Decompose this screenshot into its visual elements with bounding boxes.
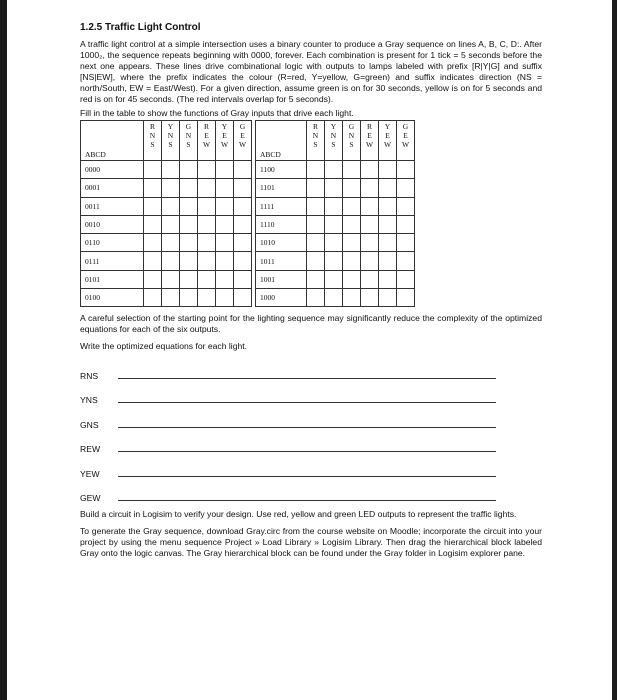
- output-cell-yns[interactable]: [162, 252, 180, 270]
- gray-code-cell: 1111: [256, 197, 307, 215]
- signal-letter: E: [204, 131, 209, 140]
- output-cell-yew[interactable]: [379, 161, 397, 179]
- answer-line[interactable]: [118, 378, 496, 379]
- output-cell-yew[interactable]: [216, 161, 234, 179]
- output-cell-yew[interactable]: [216, 252, 234, 270]
- output-cell-rew[interactable]: [361, 161, 379, 179]
- output-cell-gew[interactable]: [397, 289, 415, 307]
- output-cell-rns[interactable]: [144, 197, 162, 215]
- signal-letter: R: [366, 122, 372, 131]
- table-row: [256, 179, 415, 197]
- fill-instruction: Fill in the table to show the functions of Gray inputs that drive each light.: [80, 108, 354, 118]
- output-cell-gew[interactable]: [234, 215, 252, 233]
- output-cell-yns[interactable]: [325, 252, 343, 270]
- signal-header-rns: [307, 121, 325, 161]
- answer-line[interactable]: [118, 427, 496, 428]
- table-row: [81, 197, 252, 215]
- output-cell-rew[interactable]: [361, 234, 379, 252]
- output-cell-gns[interactable]: [180, 179, 198, 197]
- gray-code-cell: 0100: [81, 289, 144, 307]
- equation-label: YEW: [80, 468, 100, 479]
- output-cell-gns[interactable]: [343, 161, 361, 179]
- output-cell-rew[interactable]: [361, 215, 379, 233]
- output-cell-yew[interactable]: [379, 234, 397, 252]
- output-cell-gew[interactable]: [234, 270, 252, 288]
- output-cell-yns[interactable]: [162, 270, 180, 288]
- output-cell-rew[interactable]: [198, 252, 216, 270]
- signal-header-gew: [397, 121, 415, 161]
- table-row: [81, 252, 252, 270]
- equation-label: RNS: [80, 370, 99, 381]
- output-cell-gns[interactable]: [343, 252, 361, 270]
- output-cell-gew[interactable]: [234, 289, 252, 307]
- output-cell-rns[interactable]: [144, 161, 162, 179]
- output-cell-gew[interactable]: [397, 215, 415, 233]
- signal-letter: W: [220, 140, 229, 149]
- signal-letter: G: [402, 122, 409, 131]
- truth-table-left: [80, 120, 252, 307]
- output-cell-gns[interactable]: [343, 197, 361, 215]
- signal-letter: E: [385, 131, 390, 140]
- output-cell-gew[interactable]: [397, 197, 415, 215]
- table-row: [81, 270, 252, 288]
- output-cell-gew[interactable]: [234, 179, 252, 197]
- answer-line[interactable]: [118, 476, 496, 477]
- output-cell-yns[interactable]: [325, 179, 343, 197]
- output-cell-gew[interactable]: [234, 252, 252, 270]
- output-cell-yns[interactable]: [325, 215, 343, 233]
- output-cell-yew[interactable]: [216, 215, 234, 233]
- output-cell-rew[interactable]: [198, 215, 216, 233]
- gray-code-cell: 0001: [81, 179, 144, 197]
- signal-header-gew: [234, 121, 252, 161]
- table-row: [256, 197, 415, 215]
- table-row: [81, 215, 252, 233]
- signal-letter: Y: [330, 122, 337, 131]
- output-cell-rew[interactable]: [198, 179, 216, 197]
- signal-letter: S: [150, 140, 155, 149]
- output-cell-yew[interactable]: [379, 252, 397, 270]
- output-cell-rew[interactable]: [361, 197, 379, 215]
- output-cell-gew[interactable]: [234, 234, 252, 252]
- output-cell-yns[interactable]: [325, 161, 343, 179]
- output-cell-yns[interactable]: [325, 234, 343, 252]
- output-cell-gns[interactable]: [343, 289, 361, 307]
- answer-line[interactable]: [118, 451, 496, 452]
- signal-letter: W: [383, 140, 392, 149]
- signal-letter: R: [312, 122, 318, 131]
- right-dark-border: [612, 0, 617, 700]
- output-cell-yew[interactable]: [379, 197, 397, 215]
- equation-row-yns: [80, 381, 542, 406]
- output-cell-rns[interactable]: [144, 270, 162, 288]
- output-cell-yns[interactable]: [162, 161, 180, 179]
- output-cell-gew[interactable]: [397, 161, 415, 179]
- signal-letter: Y: [167, 122, 174, 131]
- generate-gray-paragraph: To generate the Gray sequence, download Gray.circ from the course website on Moodle; incorporate the circuit into your project by using the menu sequence Project » Load Library » Logisim Library. Then drag the hierarchical block labeled Gray onto the logic canvas. The Gray hierarchical block can be found under the Gray folder in Logisim explorer pane.: [80, 526, 542, 559]
- answer-line[interactable]: [118, 500, 496, 501]
- output-cell-yns[interactable]: [162, 234, 180, 252]
- output-cell-yns[interactable]: [162, 179, 180, 197]
- output-cell-yew[interactable]: [216, 179, 234, 197]
- answer-line[interactable]: [118, 402, 496, 403]
- output-cell-gns[interactable]: [180, 270, 198, 288]
- output-cell-rns[interactable]: [144, 289, 162, 307]
- signal-letter: S: [186, 140, 191, 149]
- equation-label: YNS: [80, 395, 98, 406]
- output-cell-gns[interactable]: [180, 215, 198, 233]
- gray-code-cell: 0110: [81, 234, 144, 252]
- left-dark-border: [0, 0, 7, 700]
- signal-letter: E: [367, 131, 372, 140]
- signal-letter: W: [202, 140, 211, 149]
- signal-letter: R: [203, 122, 209, 131]
- signal-letter: W: [238, 140, 247, 149]
- gray-code-cell: 0000: [81, 161, 144, 179]
- gray-code-cell: 1100: [256, 161, 307, 179]
- signal-letter: E: [403, 131, 408, 140]
- output-cell-gns[interactable]: [180, 234, 198, 252]
- gray-code-cell: 1000: [256, 289, 307, 307]
- output-cell-rns[interactable]: [307, 179, 325, 197]
- output-cell-yew[interactable]: [379, 215, 397, 233]
- signal-header-gns: [343, 121, 361, 161]
- signal-letter: W: [401, 140, 410, 149]
- intro-paragraph: A traffic light control at a simple intersection uses a binary counter to produce a Gray sequence on lines A, B, C, D:. After 1000₂, the sequence repeats beginning with 0000, forever. Each combination is present for 1 tick = 5 seconds before the next one appears. These lines drive combinational logic with outputs to lamps labeled with prefix [R|Y|G] and suffix [NS|EW], where the prefix indicates the colour (R=red, Y=yellow, G=green) and suffix indicates direction (NS = north/South, EW = East/West). For a given direction, assume green is on for 30 seconds, yellow is on for 5 seconds and red is on for 45 seconds. (The red intervals overlap for 5 seconds).: [80, 39, 542, 104]
- output-cell-yew[interactable]: [216, 234, 234, 252]
- output-cell-yns[interactable]: [325, 270, 343, 288]
- equation-row-yew: [80, 454, 542, 479]
- output-cell-yew[interactable]: [216, 197, 234, 215]
- output-cell-rns[interactable]: [144, 234, 162, 252]
- output-cell-yns[interactable]: [325, 289, 343, 307]
- output-cell-rew[interactable]: [198, 234, 216, 252]
- output-cell-yns[interactable]: [162, 197, 180, 215]
- table-row: [256, 215, 415, 233]
- output-cell-yew[interactable]: [216, 270, 234, 288]
- gray-code-cell: 0111: [81, 252, 144, 270]
- signal-letter: N: [149, 131, 156, 140]
- signal-header-yew: [379, 121, 397, 161]
- table-row: [81, 179, 252, 197]
- signal-letter: Y: [384, 122, 391, 131]
- output-cell-rns[interactable]: [307, 289, 325, 307]
- output-cell-yns[interactable]: [325, 197, 343, 215]
- output-cell-gew[interactable]: [234, 161, 252, 179]
- output-cell-rns[interactable]: [144, 252, 162, 270]
- signal-letter: G: [239, 122, 246, 131]
- signal-letter: N: [312, 131, 319, 140]
- signal-letter: Y: [221, 122, 228, 131]
- table-row: [81, 161, 252, 179]
- output-cell-gew[interactable]: [397, 179, 415, 197]
- output-cell-rew[interactable]: [361, 252, 379, 270]
- signal-letter: S: [168, 140, 173, 149]
- output-cell-yew[interactable]: [216, 289, 234, 307]
- signal-letter: N: [348, 131, 355, 140]
- output-cell-gns[interactable]: [343, 234, 361, 252]
- gray-code-cell: 1001: [256, 270, 307, 288]
- output-cell-gns[interactable]: [180, 252, 198, 270]
- signal-header-rew: [361, 121, 379, 161]
- write-equations-instruction: Write the optimized equations for each light.: [80, 341, 248, 352]
- gray-code-cell: 1110: [256, 215, 307, 233]
- output-cell-rns[interactable]: [307, 270, 325, 288]
- build-circuit-paragraph: Build a circuit in Logisim to verify your design. Use red, yellow and green LED outputs to represent the traffic lights.: [80, 509, 517, 520]
- abcd-header: ABCD: [256, 121, 307, 161]
- signal-letter: N: [167, 131, 174, 140]
- output-cell-rns[interactable]: [144, 179, 162, 197]
- table-row: [256, 270, 415, 288]
- equation-label: GNS: [80, 419, 99, 430]
- gray-code-cell: 0010: [81, 215, 144, 233]
- table-row: [81, 234, 252, 252]
- output-cell-yew[interactable]: [379, 270, 397, 288]
- gray-code-cell: 1011: [256, 252, 307, 270]
- output-cell-rew[interactable]: [361, 289, 379, 307]
- signal-letter: G: [185, 122, 192, 131]
- signal-letter: N: [185, 131, 192, 140]
- signal-letter: R: [149, 122, 155, 131]
- output-cell-rns[interactable]: [144, 215, 162, 233]
- table-row: [256, 234, 415, 252]
- truth-table-right: [255, 120, 415, 307]
- output-cell-rew[interactable]: [361, 179, 379, 197]
- signal-header-rns: [144, 121, 162, 161]
- gray-code-cell: 1010: [256, 234, 307, 252]
- document-page: [80, 22, 542, 559]
- signal-letter: S: [313, 140, 318, 149]
- output-cell-gew[interactable]: [234, 197, 252, 215]
- output-cell-yns[interactable]: [162, 215, 180, 233]
- table-row: [256, 161, 415, 179]
- table-row: [256, 252, 415, 270]
- output-cell-yew[interactable]: [379, 289, 397, 307]
- signal-header-gns: [180, 121, 198, 161]
- output-cell-rns[interactable]: [307, 161, 325, 179]
- output-cell-yns[interactable]: [162, 289, 180, 307]
- output-cell-rew[interactable]: [198, 161, 216, 179]
- output-cell-rew[interactable]: [198, 289, 216, 307]
- output-cell-rns[interactable]: [307, 215, 325, 233]
- signal-letter: E: [222, 131, 227, 140]
- gray-code-cell: 1101: [256, 179, 307, 197]
- truth-tables: [80, 120, 542, 307]
- output-cell-gns[interactable]: [343, 179, 361, 197]
- gray-code-cell: 0101: [81, 270, 144, 288]
- output-cell-gns[interactable]: [343, 215, 361, 233]
- signal-letter: N: [330, 131, 337, 140]
- equation-label: GEW: [80, 493, 101, 504]
- output-cell-rns[interactable]: [307, 252, 325, 270]
- section-heading: 1.2.5 Traffic Light Control: [80, 22, 201, 33]
- output-cell-gew[interactable]: [397, 270, 415, 288]
- signal-letter: S: [349, 140, 354, 149]
- signal-letter: E: [240, 131, 245, 140]
- output-cell-rns[interactable]: [307, 197, 325, 215]
- output-cell-gew[interactable]: [397, 252, 415, 270]
- equation-row-rns: [80, 356, 542, 381]
- signal-header-rew: [198, 121, 216, 161]
- output-cell-rew[interactable]: [198, 197, 216, 215]
- gray-code-cell: 0011: [81, 197, 144, 215]
- abcd-header: ABCD: [81, 121, 144, 161]
- output-cell-rns[interactable]: [307, 234, 325, 252]
- signal-letter: G: [348, 122, 355, 131]
- output-cell-gns[interactable]: [180, 197, 198, 215]
- output-cell-gew[interactable]: [397, 234, 415, 252]
- equation-row-rew: [80, 430, 542, 455]
- output-cell-yew[interactable]: [379, 179, 397, 197]
- signal-header-yns: [162, 121, 180, 161]
- output-cell-gns[interactable]: [180, 289, 198, 307]
- equation-row-gew: [80, 479, 542, 504]
- output-cell-rew[interactable]: [198, 270, 216, 288]
- signal-letter: W: [365, 140, 374, 149]
- output-cell-gns[interactable]: [343, 270, 361, 288]
- signal-header-yns: [325, 121, 343, 161]
- equation-label: REW: [80, 444, 101, 455]
- careful-selection-paragraph: A careful selection of the starting point for the lighting sequence may significantly reduce the complexity of the optimized equations for each of the six outputs.: [80, 313, 542, 335]
- output-cell-gns[interactable]: [180, 161, 198, 179]
- signal-header-yew: [216, 121, 234, 161]
- equation-lines: [80, 356, 542, 503]
- equation-row-gns: [80, 405, 542, 430]
- signal-letter: S: [331, 140, 336, 149]
- table-row: [81, 289, 252, 307]
- table-row: [256, 289, 415, 307]
- output-cell-rew[interactable]: [361, 270, 379, 288]
